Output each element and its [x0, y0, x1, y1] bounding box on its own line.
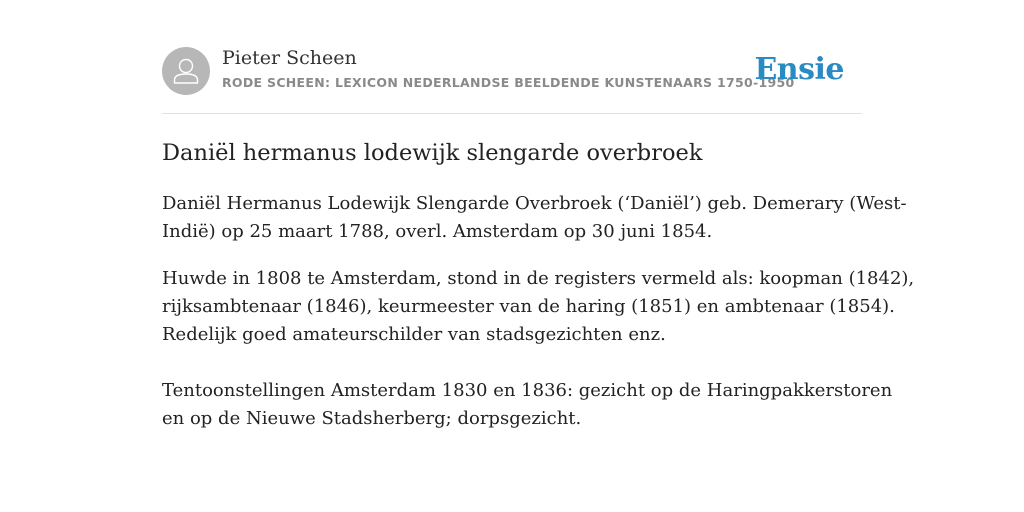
paragraph-line: rijksambtenaar (1846), keurmeester van de haring (1851) en ambtenaar (1854). — [162, 296, 895, 317]
paragraph-line: en op de Nieuwe Stadsherberg; dorpsgezicht. — [162, 408, 582, 429]
paragraph-line: Daniël Hermanus Lodewijk Slengarde Overbroek (‘Daniël’) geb. Demerary (West- — [162, 193, 907, 214]
entry-header — [162, 46, 862, 114]
user-silhouette-icon — [162, 47, 210, 95]
paragraph-line: Redelijk goed amateurschilder van stadsgezichten enz. — [162, 324, 666, 345]
paragraph-line: Huwde in 1808 te Amsterdam, stond in de registers vermeld als: koopman (1842), — [162, 268, 915, 289]
page-title: Daniël hermanus lodewijk slengarde overbroek — [162, 140, 703, 166]
author-name[interactable]: Pieter Scheen — [222, 47, 357, 69]
source-title[interactable]: RODE SCHEEN: LEXICON NEDERLANDSE BEELDENDE KUNSTENAARS 1750-1950 — [222, 75, 795, 90]
paragraph-line: Indië) op 25 maart 1788, overl. Amsterdam op 30 juni 1854. — [162, 221, 713, 242]
avatar[interactable] — [162, 47, 210, 95]
paragraph-biography — [162, 190, 907, 246]
ensie-logo[interactable]: Ensie — [754, 52, 844, 87]
entry-card — [162, 46, 915, 433]
paragraph-career — [162, 265, 915, 349]
paragraph-line: Tentoonstellingen Amsterdam 1830 en 1836: gezicht op de Haringpakkerstoren — [162, 380, 893, 401]
paragraph-exhibitions — [162, 377, 893, 433]
